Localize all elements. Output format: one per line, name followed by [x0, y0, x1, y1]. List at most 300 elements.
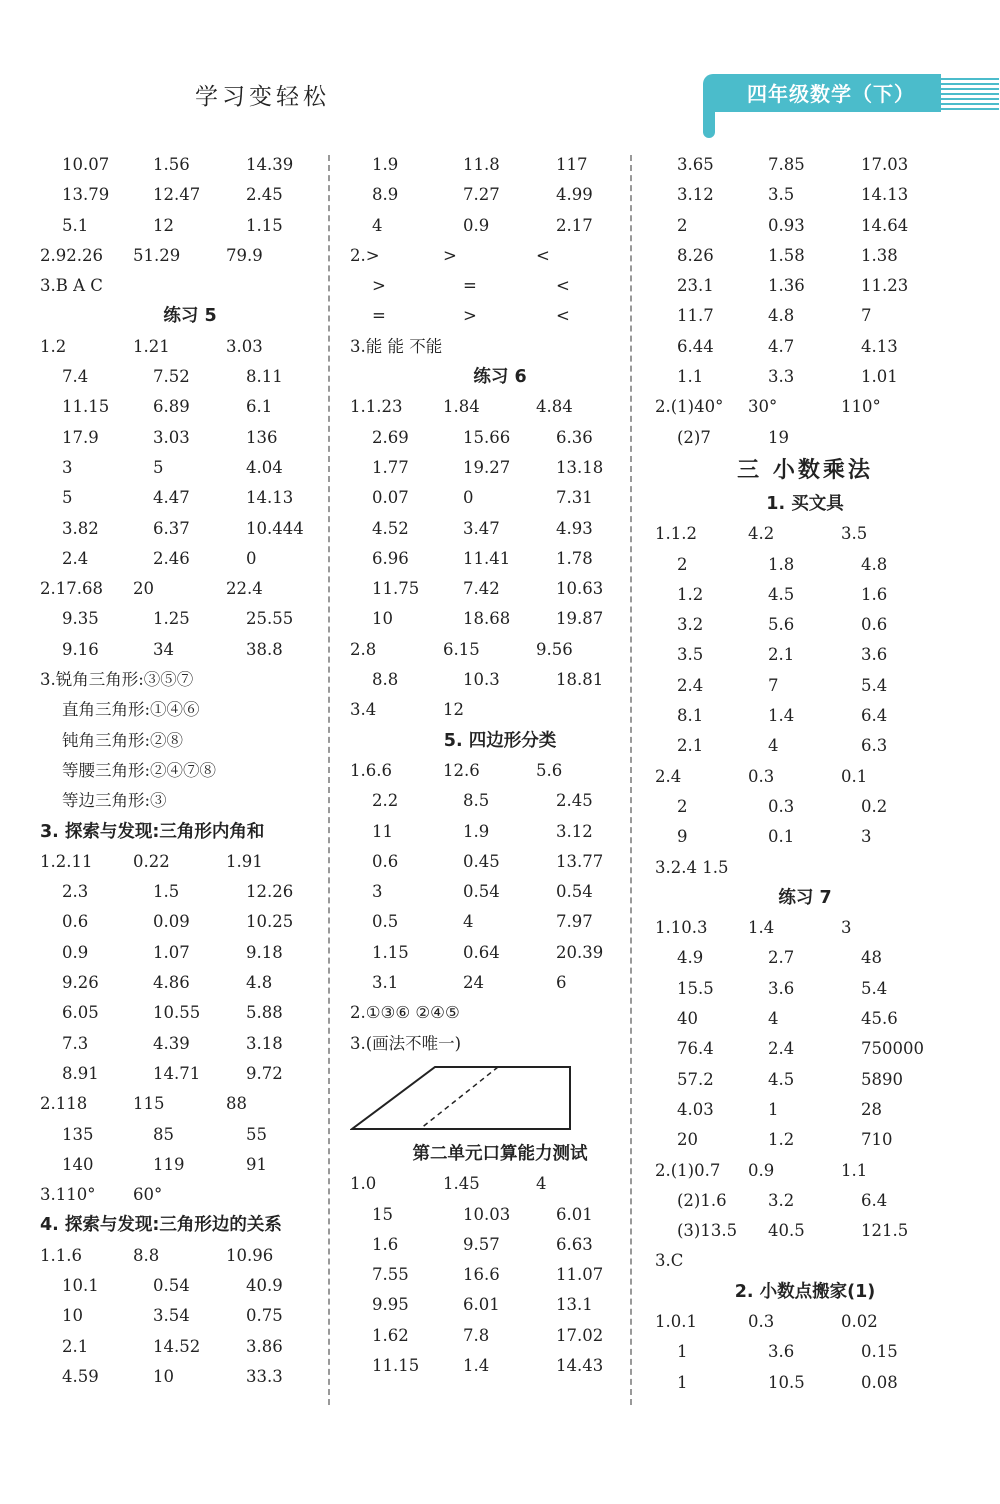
answer-value: 2.118 — [40, 1094, 88, 1114]
answer-row — [350, 695, 650, 725]
answer-value: 6.1 — [246, 397, 273, 417]
answer-value: 3.5 — [677, 645, 704, 665]
answer-value: 8.8 — [133, 1245, 160, 1265]
answer-row — [350, 1230, 650, 1260]
answer-row — [40, 574, 340, 604]
section-heading: 5. 四边形分类 — [443, 730, 557, 751]
answer-value: 22.4 — [226, 579, 263, 599]
answer-value: 2 — [677, 554, 688, 574]
answer-value: 15 — [372, 1204, 393, 1224]
answer-value: 10.25 — [246, 912, 294, 932]
answer-value: 6.01 — [556, 1204, 593, 1224]
answer-row — [40, 150, 340, 180]
answer-row — [40, 1029, 340, 1059]
answer-value: 9.72 — [246, 1063, 283, 1083]
answer-row — [655, 731, 955, 761]
answer-value: 2.69 — [372, 427, 409, 447]
answer-text: 直角三角形:①④⑥ — [62, 700, 200, 720]
answer-row — [40, 1271, 340, 1301]
answer-value: 1.9 — [372, 155, 399, 174]
answer-value: 1 — [677, 1342, 688, 1362]
answer-value: 3.18 — [246, 1033, 283, 1053]
answer-value: 6 — [556, 973, 567, 993]
section-heading: 三 小数乘法 — [737, 457, 873, 483]
answer-value: 5.6 — [536, 760, 563, 780]
answer-value: 9.95 — [372, 1295, 409, 1315]
answer-value: 33.3 — [246, 1366, 283, 1386]
answer-value: 2.7 — [768, 948, 795, 968]
answer-value: 20.39 — [556, 942, 604, 962]
answer-value: 2 — [677, 796, 688, 816]
answer-value: 1.36 — [768, 276, 805, 296]
answer-row — [40, 1120, 340, 1150]
answer-row — [655, 1246, 955, 1276]
answer-value: 11 — [372, 821, 393, 841]
answer-value: (3)13.5 — [677, 1221, 738, 1241]
answer-text: 等边三角形:③ — [62, 791, 167, 811]
answer-value: 0.54 — [556, 882, 593, 902]
answer-value: 1.2.11 — [40, 851, 93, 871]
answer-value: 15.5 — [677, 978, 714, 998]
answer-value: 9.26 — [62, 973, 99, 993]
answer-row — [40, 423, 340, 453]
answer-value: 4.13 — [861, 336, 898, 356]
answer-value: 3.82 — [62, 518, 99, 538]
answer-row — [655, 211, 955, 241]
answer-value: 40 — [677, 1009, 698, 1029]
answer-value: 2.4 — [768, 1039, 795, 1059]
answer-value: 4.86 — [153, 973, 190, 993]
answer-row — [350, 1169, 650, 1199]
answer-row — [40, 1362, 340, 1392]
answer-value: 8.8 — [372, 670, 399, 690]
answer-value: (2)1.6 — [677, 1190, 727, 1210]
answer-value: 0.6 — [372, 851, 399, 871]
answer-value: 1.6.6 — [350, 760, 392, 780]
answer-value: < — [536, 245, 550, 265]
answer-row — [350, 1200, 650, 1230]
answer-value: 10.63 — [556, 579, 604, 599]
answer-value: 3.3 — [768, 367, 795, 387]
answer-value: 0.15 — [861, 1342, 898, 1362]
answer-value: 3.2 — [677, 615, 704, 635]
answer-value: 7 — [768, 675, 779, 695]
answer-value: 4.8 — [246, 973, 273, 993]
answer-value: 5.88 — [246, 1003, 283, 1023]
answer-value: 4.04 — [246, 457, 283, 477]
answer-value: > — [372, 276, 386, 296]
answer-value: 750000 — [861, 1039, 924, 1059]
answer-value: 3.B A C — [40, 276, 103, 296]
answer-row — [40, 1089, 340, 1119]
section-heading: 2. 小数点搬家(1) — [734, 1281, 876, 1302]
answer-value: 10.07 — [62, 155, 110, 174]
answer-value: 136 — [246, 427, 278, 447]
answer-value: 4 — [536, 1174, 547, 1194]
answer-value: 1.6 — [861, 584, 888, 604]
answer-value: 3.86 — [246, 1336, 283, 1356]
answer-value: 2.(1)0.7 — [655, 1160, 721, 1180]
answer-row — [655, 640, 955, 670]
answer-row — [655, 853, 955, 883]
answer-value: 79.9 — [226, 245, 263, 265]
answer-value: 11.07 — [556, 1265, 604, 1285]
answer-value: 1.1.23 — [350, 397, 403, 417]
answer-value: 3.能 能 不能 — [350, 336, 443, 356]
answer-value: 0.6 — [62, 912, 89, 932]
answer-value: 4 — [463, 912, 474, 932]
answer-value: 9.16 — [62, 639, 99, 659]
answer-value: = — [372, 306, 386, 326]
answer-value: 6.96 — [372, 548, 409, 568]
answer-text: 2.①③⑥ ②④⑤ — [350, 1003, 460, 1023]
answer-value: 1.4 — [768, 706, 795, 726]
answer-value: 3.12 — [556, 821, 593, 841]
answer-value: 5890 — [861, 1069, 903, 1089]
answer-value: 12.6 — [443, 760, 480, 780]
answer-value: 4.84 — [536, 397, 573, 417]
answer-value: 11.8 — [463, 155, 500, 174]
answer-value: 4.2 — [748, 524, 775, 544]
answer-value: 1.25 — [153, 609, 190, 629]
answer-row — [655, 1156, 955, 1186]
answer-value: 2.92.26 — [40, 245, 103, 265]
answer-value: 1.1.2 — [655, 524, 697, 544]
answer-value: 3 — [372, 882, 383, 902]
answer-value: 1.15 — [372, 942, 409, 962]
answer-value: 121.5 — [861, 1221, 909, 1241]
answer-row — [40, 1241, 340, 1271]
answer-value: 2.1 — [768, 645, 795, 665]
answer-value: 10.5 — [768, 1372, 805, 1392]
answer-row — [655, 519, 955, 549]
tab-curl — [703, 104, 715, 138]
answer-value: 25.55 — [246, 609, 294, 629]
answer-value: 6.63 — [556, 1234, 593, 1254]
answer-row — [40, 544, 340, 574]
answer-value: 7.42 — [463, 579, 500, 599]
answer-value: 7.27 — [463, 185, 500, 205]
answer-value: 91 — [246, 1154, 267, 1174]
answer-row — [40, 907, 340, 937]
answer-row — [655, 1216, 955, 1246]
answer-value: 117 — [556, 155, 588, 174]
answer-row — [350, 392, 650, 422]
answer-value: 3.6 — [768, 978, 795, 998]
header-stripes — [941, 78, 999, 110]
answer-value: 1.2 — [768, 1130, 795, 1150]
answer-value: 3.03 — [153, 427, 190, 447]
answer-value: 0.9 — [463, 215, 490, 235]
answer-row — [655, 943, 955, 973]
answer-row — [350, 938, 650, 968]
answer-value: 1 — [677, 1372, 688, 1392]
answer-value: 1.0.1 — [655, 1311, 697, 1331]
answer-value: 88 — [226, 1094, 247, 1114]
answer-value: 2.3 — [62, 882, 89, 902]
answer-value: = — [463, 276, 477, 296]
answer-value: 3.03 — [226, 336, 263, 356]
answer-value: 10 — [153, 1366, 174, 1386]
answer-value: 15.66 — [463, 427, 511, 447]
answer-row — [655, 974, 955, 1004]
answer-row — [40, 271, 340, 301]
answer-value: 28 — [861, 1099, 882, 1119]
answer-value: 110° — [841, 397, 881, 417]
answer-value: 1.78 — [556, 548, 593, 568]
answer-value: 8.1 — [677, 706, 704, 726]
answer-value: 3.65 — [677, 155, 714, 174]
section-heading: 练习 6 — [473, 367, 527, 388]
section-heading: 练习 5 — [163, 306, 217, 327]
answer-row — [40, 483, 340, 513]
answer-column-1 — [40, 150, 340, 1392]
answer-value: 1.77 — [372, 457, 409, 477]
answer-row — [40, 241, 340, 271]
answer-value: 7.97 — [556, 912, 593, 932]
answer-value: 3 — [62, 457, 73, 477]
answer-value: 4.8 — [861, 554, 888, 574]
answer-value: 34 — [153, 639, 174, 659]
answer-row — [350, 817, 650, 847]
answer-value: 11.15 — [372, 1355, 420, 1375]
answer-value: 76.4 — [677, 1039, 714, 1059]
answer-row — [350, 877, 650, 907]
answer-value: 1.8 — [768, 554, 795, 574]
answer-value: 10 — [62, 1306, 83, 1326]
answer-row — [40, 332, 340, 362]
answer-value: 3.6 — [768, 1342, 795, 1362]
answer-value: (2)7 — [677, 427, 711, 447]
answer-value: 11.15 — [62, 397, 110, 417]
answer-value: 2.4 — [677, 675, 704, 695]
grade-label: 四年级数学（下） — [747, 82, 915, 106]
answer-row — [40, 877, 340, 907]
answer-value: 0.3 — [748, 1311, 775, 1331]
answer-row — [350, 574, 650, 604]
answer-value: 1.56 — [153, 155, 190, 174]
answer-value: 19 — [768, 427, 789, 447]
answer-row — [655, 762, 955, 792]
answer-value: 2.4 — [655, 766, 682, 786]
answer-value: 2.2 — [372, 791, 399, 811]
answer-value: 11.7 — [677, 306, 714, 326]
answer-value: 12.47 — [153, 185, 201, 205]
answer-value: 5 — [62, 488, 73, 508]
answer-value: 0.1 — [768, 827, 795, 847]
answer-value: 23.1 — [677, 276, 714, 296]
answer-value: 45.6 — [861, 1009, 898, 1029]
answer-value: 1.58 — [768, 245, 805, 265]
answer-row — [655, 392, 955, 422]
answer-value: 7.8 — [463, 1325, 490, 1345]
answer-row — [40, 180, 340, 210]
answer-value: 0.6 — [861, 615, 888, 635]
answer-value: 11.41 — [463, 548, 511, 568]
answer-value: 10.96 — [226, 1245, 274, 1265]
answer-value: 1.0 — [350, 1174, 377, 1194]
answer-value: 10.3 — [463, 670, 500, 690]
answer-value: 0.08 — [861, 1372, 898, 1392]
answer-value: 1.45 — [443, 1174, 480, 1194]
answer-value: 1.62 — [372, 1325, 409, 1345]
answer-value: 9.35 — [62, 609, 99, 629]
grade-tab — [703, 74, 941, 138]
answer-row — [40, 1301, 340, 1331]
answer-value: 4.93 — [556, 518, 593, 538]
answer-value: 1.1.6 — [40, 1245, 82, 1265]
answer-row — [40, 1059, 340, 1089]
answer-row — [655, 150, 955, 180]
answer-value: 4.39 — [153, 1033, 190, 1053]
answer-value: 51.29 — [133, 245, 181, 265]
answer-value: 17.9 — [62, 427, 99, 447]
answer-value: 8.5 — [463, 791, 490, 811]
answer-value: 1.10.3 — [655, 918, 708, 938]
answer-row — [350, 1260, 650, 1290]
answer-value: 2.> — [350, 245, 380, 265]
answer-value: 4.5 — [768, 584, 795, 604]
answer-row — [655, 580, 955, 610]
answer-value: 7 — [861, 306, 872, 326]
answer-value: 13.77 — [556, 851, 604, 871]
answer-row — [350, 180, 650, 210]
answer-row — [350, 241, 650, 271]
answer-value: 11.23 — [861, 276, 909, 296]
answer-row — [655, 822, 955, 852]
answer-row — [655, 332, 955, 362]
answer-row — [40, 1332, 340, 1362]
answer-value: 30° — [748, 397, 778, 417]
answer-value: 3.5 — [768, 185, 795, 205]
answer-value: 0.64 — [463, 942, 500, 962]
answer-value: 9 — [677, 827, 688, 847]
answer-row — [350, 604, 650, 634]
answer-value: 13.1 — [556, 1295, 593, 1315]
trapezoid-shape — [352, 1067, 570, 1129]
answer-value: 18.81 — [556, 670, 604, 690]
answer-value: 3.12 — [677, 185, 714, 205]
answer-row — [655, 1368, 955, 1398]
book-title: 学习变轻松 — [195, 84, 330, 110]
answer-value: 10.444 — [246, 518, 304, 538]
answer-row — [655, 362, 955, 392]
answer-value: 10.55 — [153, 1003, 201, 1023]
answer-value: 8.9 — [372, 185, 399, 205]
answer-value: 14.43 — [556, 1355, 604, 1375]
answer-value: 2 — [677, 215, 688, 235]
answer-row — [350, 756, 650, 786]
answer-value: 40.5 — [768, 1221, 805, 1241]
answer-text: 等腰三角形:②④⑦⑧ — [62, 760, 217, 780]
answer-value: 2.4 — [62, 548, 89, 568]
answer-value: 12.26 — [246, 882, 294, 902]
answer-value: 6.15 — [443, 639, 480, 659]
answer-value: 2.1 — [677, 736, 704, 756]
answer-value: 3.6 — [861, 645, 888, 665]
answer-row — [40, 1180, 340, 1210]
answer-value: 55 — [246, 1124, 267, 1144]
answer-value: 0 — [246, 548, 257, 568]
answer-value: 14.13 — [246, 488, 294, 508]
answer-value: 14.52 — [153, 1336, 201, 1356]
answer-value: 3 — [861, 827, 872, 847]
answer-value: 1.15 — [246, 215, 283, 235]
answer-value: 0.3 — [768, 796, 795, 816]
answer-value: 38.8 — [246, 639, 283, 659]
answer-value: < — [556, 306, 570, 326]
answer-row — [655, 1095, 955, 1125]
answer-value: 0.2 — [861, 796, 888, 816]
answer-value: 6.36 — [556, 427, 593, 447]
answer-value: 4.47 — [153, 488, 190, 508]
answer-value: 13.79 — [62, 185, 110, 205]
answer-value: 0.9 — [62, 942, 89, 962]
answer-row — [40, 968, 340, 998]
answer-row — [350, 453, 650, 483]
answer-value: 7.85 — [768, 155, 805, 174]
answer-value: 4.7 — [768, 336, 795, 356]
answer-row — [655, 550, 955, 580]
answer-value: 3.2.4 1.5 — [655, 857, 729, 877]
answer-value: 18.68 — [463, 609, 511, 629]
answer-value: 5.4 — [861, 978, 888, 998]
answer-row — [655, 180, 955, 210]
answer-row — [655, 1004, 955, 1034]
answer-row — [655, 301, 955, 331]
answer-value: 1.9 — [463, 821, 490, 841]
answer-value: 6.44 — [677, 336, 714, 356]
section-heading: 3. 探索与发现:三角形内角和 — [40, 821, 265, 842]
answer-row — [350, 665, 650, 695]
answer-value: 4.99 — [556, 185, 593, 205]
answer-value: 1.1 — [677, 367, 704, 387]
answer-value: 5 — [153, 457, 164, 477]
answer-value: 0.3 — [748, 766, 775, 786]
answer-value: 1.2 — [40, 336, 67, 356]
answer-value: 0 — [463, 488, 474, 508]
answer-value: 14.64 — [861, 215, 909, 235]
answer-value: 2.17 — [556, 215, 593, 235]
section-heading: 练习 7 — [778, 887, 832, 908]
answer-row — [40, 211, 340, 241]
answer-value: 1.6 — [372, 1234, 399, 1254]
answer-value: 60° — [133, 1185, 163, 1205]
answer-row — [40, 635, 340, 665]
answer-row — [655, 701, 955, 731]
answer-value: 40.9 — [246, 1275, 283, 1295]
answer-value: 16.6 — [463, 1265, 500, 1285]
answer-row — [350, 423, 650, 453]
answer-value: 20 — [677, 1130, 698, 1150]
answer-row — [350, 1351, 650, 1381]
answer-value: 0.9 — [748, 1160, 775, 1180]
answer-text: 3.锐角三角形:③⑤⑦ — [40, 670, 194, 690]
answer-value: < — [556, 276, 570, 296]
answer-value: 19.87 — [556, 609, 604, 629]
answer-row — [40, 362, 340, 392]
answer-value: 0.02 — [841, 1311, 878, 1331]
answer-value: 12 — [153, 215, 174, 235]
answer-row — [655, 610, 955, 640]
answer-row — [40, 998, 340, 1028]
answer-row — [350, 786, 650, 816]
answer-value: 19.27 — [463, 457, 511, 477]
answer-row — [350, 514, 650, 544]
answer-value: 6.01 — [463, 1295, 500, 1315]
answer-value: 8.26 — [677, 245, 714, 265]
answer-value: 1.1 — [841, 1160, 868, 1180]
